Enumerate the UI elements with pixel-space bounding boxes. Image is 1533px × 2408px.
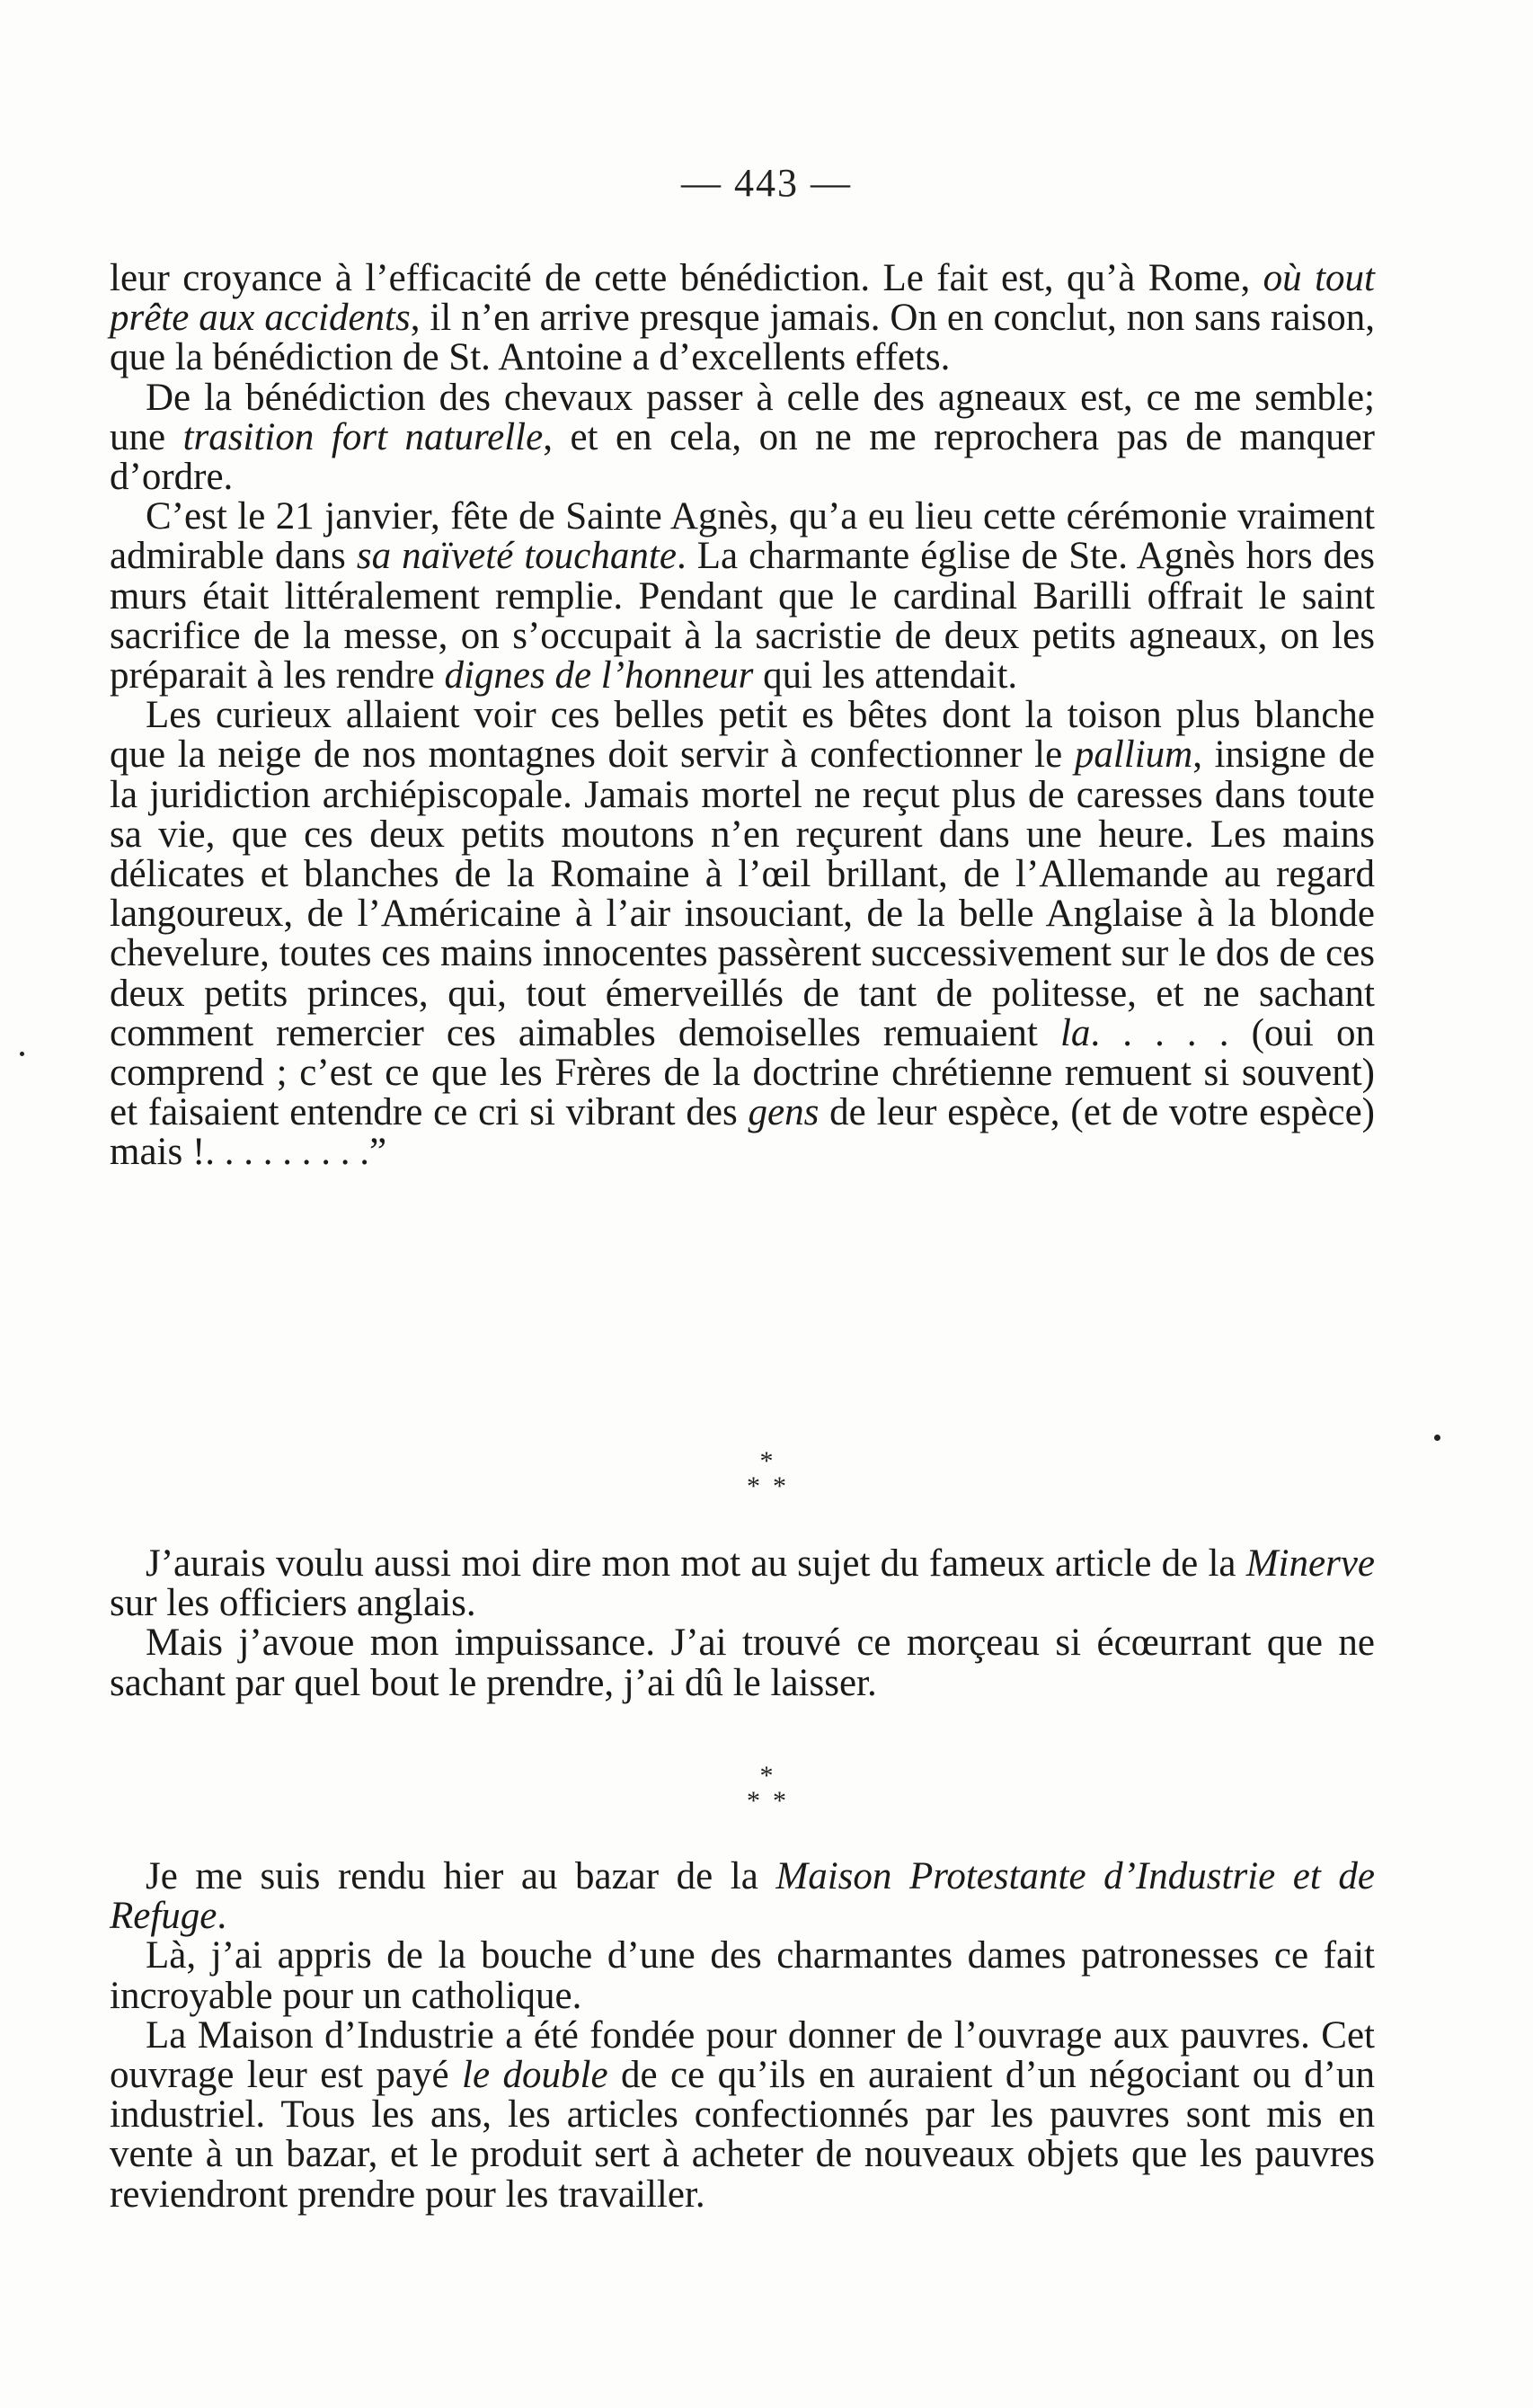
text-run: Mais j’avoue mon impuissance. J’ai trouvé ce morçeau si écœurrant que ne sachant par quel bout le prendre, j’ai dû le laisser. (110, 1622, 1375, 1704)
asterism-divider-2 (0, 1761, 1533, 1816)
text-run: . . . . . (oui on comprend ; c’est ce que les Frères de la doctrine chrétienne remuent si souvent) et faisaient entendre ce cri si vibrant des (110, 1011, 1375, 1134)
paragraph-3 (110, 497, 1375, 696)
italic-phrase: le double (462, 2054, 608, 2097)
paragraph-7 (110, 1857, 1375, 1936)
text-run: , et en cela, on ne me reprochera pas de manquer d’ordre. (110, 415, 1375, 499)
text-run: qui les attendait. (753, 654, 1018, 698)
section-3 (110, 1857, 1375, 2215)
text-run: La Maison d’Industrie a été fondée pour donner de l’ouvrage aux pauvres. Cet ouvrage leur est payé (110, 2013, 1375, 2097)
text-run: leur croyance à l’efficacité de cette bénédiction. Le fait est, qu’à Rome, (110, 257, 1263, 299)
text-run: sur les officiers anglais. (110, 1582, 476, 1625)
text-run: . (217, 1895, 227, 1938)
text-run: , insigne de la juridiction archiépiscopale. Jamais mortel ne reçut plus de caresses dans toute sa vie, que ces deux petits moutons n’en reçurent dans une heure. Les mains délicates et blanches de la Romaine à l’œil brillant, de l’Allemande au regard langoureux, de l’Américaine à l’air insouciant, de la belle Anglaise à la blonde chevelure, toutes ces mains innocentes passèrent successivement sur le dos de ces deux petits princes, qui, tout émerveillés de tant de politesse, et ne sachant comment remercier ces aimables demoiselles remuaient (110, 733, 1375, 1054)
asterism-star: * (759, 1761, 774, 1790)
ink-speck (20, 1052, 24, 1056)
text-run: de ce qu’ils en auraient d’un négociant ou d’un industriel. Tous les ans, les articles confectionnés par les pauvres sont mis en vente à un bazar, et le produit sert à acheter de nouveaux objets que les pauvres reviendront prendre pour les travailler. (110, 2054, 1375, 2216)
text-run: de leur espèce, (et de votre espèce) mais !. . . . . . . . .” (110, 1091, 1375, 1174)
asterism-stars: ** (747, 1786, 799, 1816)
paragraph-2 (110, 378, 1375, 498)
text-run: Je me suis rendu hier au bazar de la (146, 1855, 776, 1897)
text-run: . La charmante église de Ste. Agnès hors des murs était littéralement remplie. Pendant que le cardinal Barilli offrait le saint sacrifice de la messe, on s’occupait à la sacristie de deux petits agneaux, on les préparait à les rendre (110, 535, 1376, 698)
paragraph-5 (110, 1544, 1375, 1623)
italic-phrase: la (1059, 1011, 1091, 1054)
asterism-divider-1 (0, 1446, 1533, 1501)
italic-phrase: trasition fort naturelle (182, 415, 544, 458)
italic-phrase: sa naïveté touchante (356, 535, 677, 578)
text-run: De la bénédiction des chevaux passer à celle des agneaux est, ce me semble; une (110, 376, 1375, 458)
italic-phrase: pallium (1074, 733, 1193, 777)
italic-phrase: où tout prête aux accidents (110, 257, 1375, 340)
section-1 (110, 259, 1375, 1173)
text-run: , il n’en arrive presque jamais. On en conclut, non sans raison, que la bénédiction de St. Antoine a d’excellents effets. (110, 297, 1375, 379)
asterism-star: * (759, 1446, 774, 1476)
text-run: C’est le 21 janvier, fête de Sainte Agnès, qu’a eu lieu cette cérémonie vraiment admirable dans (110, 495, 1375, 578)
paragraph-1 (110, 259, 1375, 378)
paragraph-6 (110, 1623, 1375, 1702)
italic-phrase: gens (748, 1091, 820, 1134)
paragraph-8 (110, 1936, 1375, 2015)
italic-phrase: Minerve (1245, 1542, 1375, 1585)
italic-phrase: dignes de l’honneur (444, 654, 754, 698)
text-run: Les curieux allaient voir ces belles petit es bêtes dont la toison plus blanche que la neige de nos montagnes doit servir à confectionner le (110, 694, 1375, 777)
paragraph-9 (110, 2013, 1375, 2216)
italic-phrase: Maison Protestante d’Industrie et de Refuge (110, 1855, 1375, 1938)
page-number: — 443 — (681, 161, 852, 205)
text-run: J’aurais voulu aussi moi dire mon mot au sujet du fameux article de la (146, 1542, 1246, 1585)
ink-speck (1434, 1435, 1440, 1441)
section-2 (110, 1544, 1375, 1703)
text-run: Là, j’ai appris de la bouche d’une des charmantes dames patronesses ce fait incroyable pour un catholique. (110, 1934, 1375, 2017)
paragraph-4 (110, 696, 1375, 1172)
asterism-stars: ** (747, 1471, 799, 1501)
